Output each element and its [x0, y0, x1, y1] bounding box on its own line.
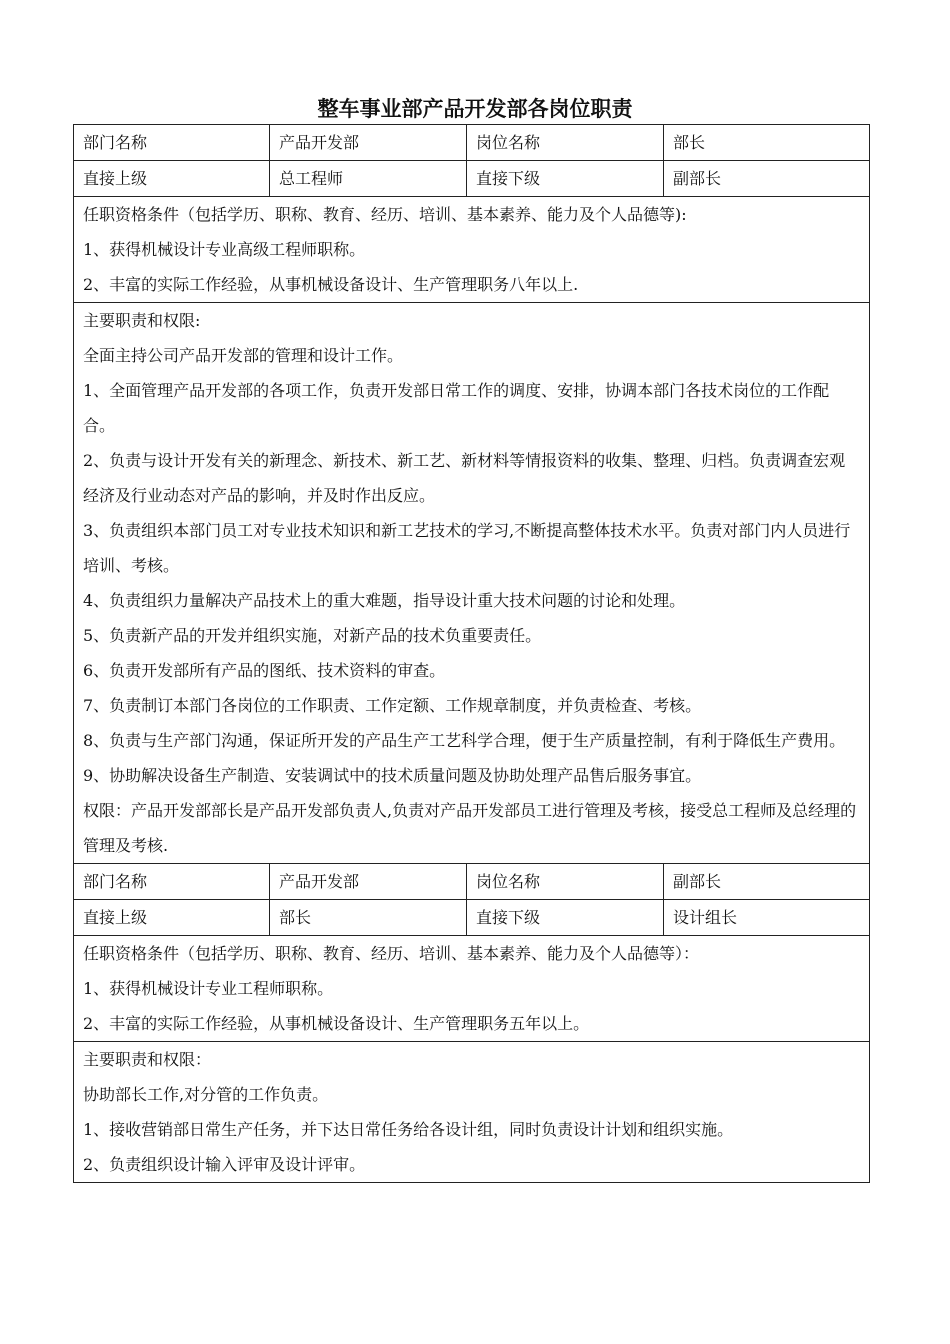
- direct-subordinate-label: 直接下级: [467, 900, 664, 936]
- direct-subordinate-value: 副部长: [664, 161, 870, 197]
- duty-summary: 全面主持公司产品开发部的管理和设计工作。: [83, 346, 404, 365]
- qualification-item: 2、丰富的实际工作经验，从事机械设备设计、生产管理职务五年以上。: [83, 1014, 590, 1033]
- post-name-label: 岗位名称: [467, 125, 664, 161]
- duty-item: 1、全面管理产品开发部的各项工作，负责开发部日常工作的调度、安排，协调本部门各技术岗位的工作配合。: [83, 381, 830, 435]
- duty-item: 4、负责组织力量解决产品技术上的重大难题，指导设计重大技术问题的讨论和处理。: [83, 591, 686, 610]
- position-2-dept-row: [74, 864, 870, 900]
- qualifications-section: [74, 197, 870, 303]
- post-name-value: 部长: [664, 125, 870, 161]
- direct-superior-label: 直接上级: [74, 161, 270, 197]
- direct-superior-label: 直接上级: [74, 900, 270, 936]
- direct-superior-value: 总工程师: [270, 161, 467, 197]
- duty-item: 6、负责开发部所有产品的图纸、技术资料的审查。: [83, 661, 446, 680]
- duties-heading: 主要职责和权限：: [83, 1050, 212, 1069]
- duty-summary: 协助部长工作,对分管的工作负责。: [83, 1085, 329, 1104]
- job-responsibility-table: [73, 124, 870, 1183]
- duty-item: 7、负责制订本部门各岗位的工作职责、工作定额、工作规章制度，并负责检查、考核。: [83, 696, 702, 715]
- post-name-label: 岗位名称: [467, 864, 664, 900]
- direct-superior-value: 部长: [270, 900, 467, 936]
- position-2-qualifications-row: [74, 936, 870, 1042]
- position-2-report-row: [74, 900, 870, 936]
- direct-subordinate-label: 直接下级: [467, 161, 664, 197]
- dept-name-label: 部门名称: [74, 125, 270, 161]
- authority-statement: 权限：产品开发部部长是产品开发部负责人,负责对产品开发部员工进行管理及考核，接受总工程师及总经理的管理及考核.: [83, 801, 857, 855]
- position-1-report-row: [74, 161, 870, 197]
- duty-item: 2、负责与设计开发有关的新理念、新技术、新工艺、新材料等情报资料的收集、整理、归档。负责调查宏观经济及行业动态对产品的影响，并及时作出反应。: [83, 451, 846, 505]
- duty-item: 9、协助解决设备生产制造、安装调试中的技术质量问题及协助处理产品售后服务事宜。: [83, 766, 702, 785]
- post-name-value: 副部长: [664, 864, 870, 900]
- duty-item: 1、接收营销部日常生产任务，并下达日常任务给各设计组，同时负责设计计划和组织实施。: [83, 1120, 734, 1139]
- duty-item: 5、负责新产品的开发并组织实施，对新产品的技术负重要责任。: [83, 626, 542, 645]
- duties-heading: 主要职责和权限:: [83, 311, 201, 330]
- dept-name-value: 产品开发部: [270, 864, 467, 900]
- position-1-qualifications-row: [74, 197, 870, 303]
- qualifications-section: [74, 936, 870, 1042]
- position-2-duties-row: [74, 1042, 870, 1183]
- duties-section: [74, 1042, 870, 1183]
- duty-item: 8、负责与生产部门沟通，保证所开发的产品生产工艺科学合理，便于生产质量控制，有利于降低生产费用。: [83, 731, 846, 750]
- position-1-dept-row: [74, 125, 870, 161]
- duties-section: [74, 303, 870, 864]
- qualification-item: 2、丰富的实际工作经验，从事机械设备设计、生产管理职务八年以上.: [83, 275, 579, 294]
- qualifications-heading: 任职资格条件（包括学历、职称、教育、经历、培训、基本素养、能力及个人品德等）：: [83, 944, 700, 963]
- dept-name-label: 部门名称: [74, 864, 270, 900]
- duty-item: 3、负责组织本部门员工对专业技术知识和新工艺技术的学习,不断提高整体技术水平。负责对部门内人员进行培训、考核。: [83, 521, 851, 575]
- qualification-item: 1、获得机械设计专业高级工程师职称。: [83, 240, 366, 259]
- duty-item: 2、负责组织设计输入评审及设计评审。: [83, 1155, 366, 1174]
- position-1-duties-row: [74, 303, 870, 864]
- qualifications-heading: 任职资格条件（包括学历、职称、教育、经历、培训、基本素养、能力及个人品德等):: [83, 205, 687, 224]
- qualification-item: 1、获得机械设计专业工程师职称。: [83, 979, 334, 998]
- dept-name-value: 产品开发部: [270, 125, 467, 161]
- document-title: 整车事业部产品开发部各岗位职责: [317, 96, 633, 121]
- direct-subordinate-value: 设计组长: [664, 900, 870, 936]
